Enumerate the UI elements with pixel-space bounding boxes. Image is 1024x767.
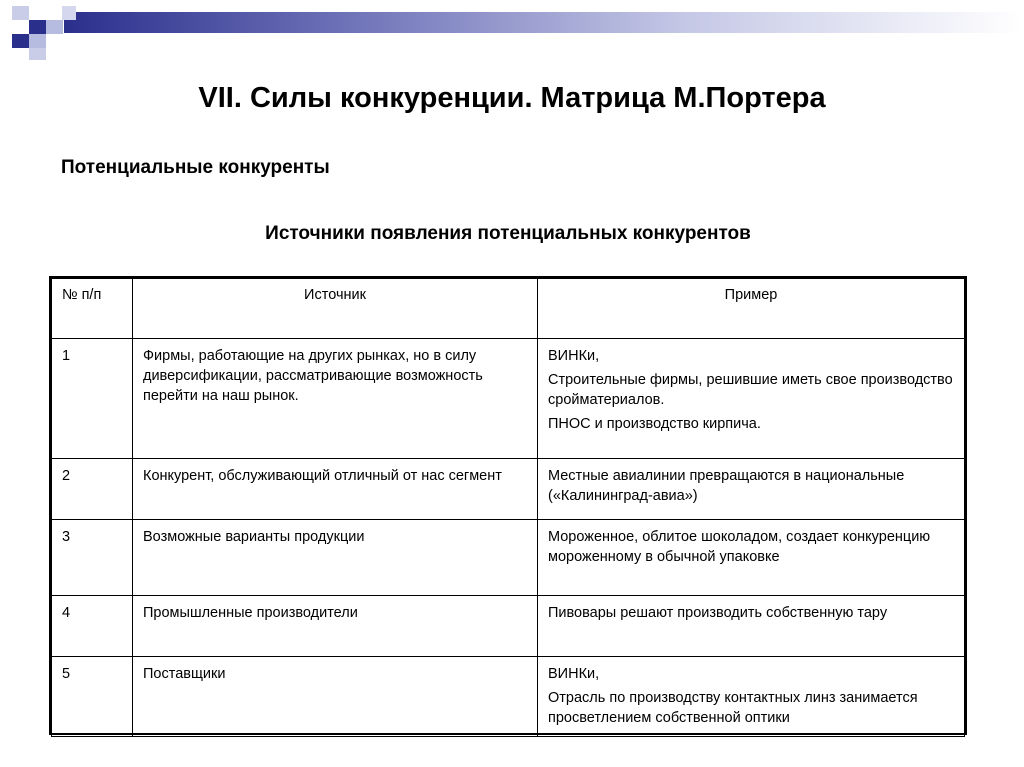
row-example xyxy=(538,596,965,657)
decor-square xyxy=(29,48,46,60)
row-example xyxy=(538,339,965,459)
row-num: 4 xyxy=(52,596,133,657)
table-row xyxy=(52,339,965,459)
decor-square xyxy=(29,34,46,48)
row-source: Возможные варианты продукции xyxy=(133,520,538,596)
header-gradient-bar xyxy=(64,12,1022,33)
header-source: Источник xyxy=(133,279,538,339)
example-line: Пивовары решают производить собственную тару xyxy=(548,605,888,621)
table-row xyxy=(52,596,965,657)
table-title: Источники появления потенциальных конкурентов xyxy=(265,223,751,244)
row-num: 1 xyxy=(52,339,133,459)
sources-table xyxy=(51,278,965,737)
example-line: Мороженное, облитое шоколадом, создает конкуренцию мороженному в обычной упаковке xyxy=(548,529,931,565)
row-source: Промышленные производители xyxy=(133,596,538,657)
row-num: 5 xyxy=(52,657,133,737)
decor-square xyxy=(46,20,63,34)
example-line: Отрасль по производству контактных линз занимается просветлением собственной оптики xyxy=(548,690,918,726)
row-example xyxy=(538,459,965,520)
example-line: ВИНКи, xyxy=(548,348,600,364)
table-header-row xyxy=(52,279,965,339)
decor-square xyxy=(12,6,29,20)
example-line: Строительные фирмы, решившие иметь свое производство сройматериалов. xyxy=(548,372,953,408)
row-num: 3 xyxy=(52,520,133,596)
row-num: 2 xyxy=(52,459,133,520)
row-source: Фирмы, работающие на других рынках, но в силу диверсификации, рассматривающие возможность перейти на наш рынок. xyxy=(133,339,538,459)
header-example: Пример xyxy=(538,279,965,339)
slide-subtitle: Потенциальные конкуренты xyxy=(61,157,330,178)
example-line: ПНОС и производство кирпича. xyxy=(548,416,761,432)
decor-square xyxy=(12,34,29,48)
row-example xyxy=(538,657,965,737)
table-row xyxy=(52,657,965,737)
row-source: Поставщики xyxy=(133,657,538,737)
example-line: Местные авиалинии превращаются в национальные («Калининград-авиа») xyxy=(548,468,905,504)
table-row xyxy=(52,520,965,596)
example-line: ВИНКи, xyxy=(548,666,600,682)
table-row xyxy=(52,459,965,520)
header-num: № п/п xyxy=(52,279,133,339)
sources-table-frame xyxy=(49,276,967,735)
slide-title: VII. Силы конкуренции. Матрица М.Портера xyxy=(198,82,826,114)
decor-square xyxy=(29,20,46,34)
decor-square xyxy=(62,6,76,20)
row-source: Конкурент, обслуживающий отличный от нас сегмент xyxy=(133,459,538,520)
row-example xyxy=(538,520,965,596)
